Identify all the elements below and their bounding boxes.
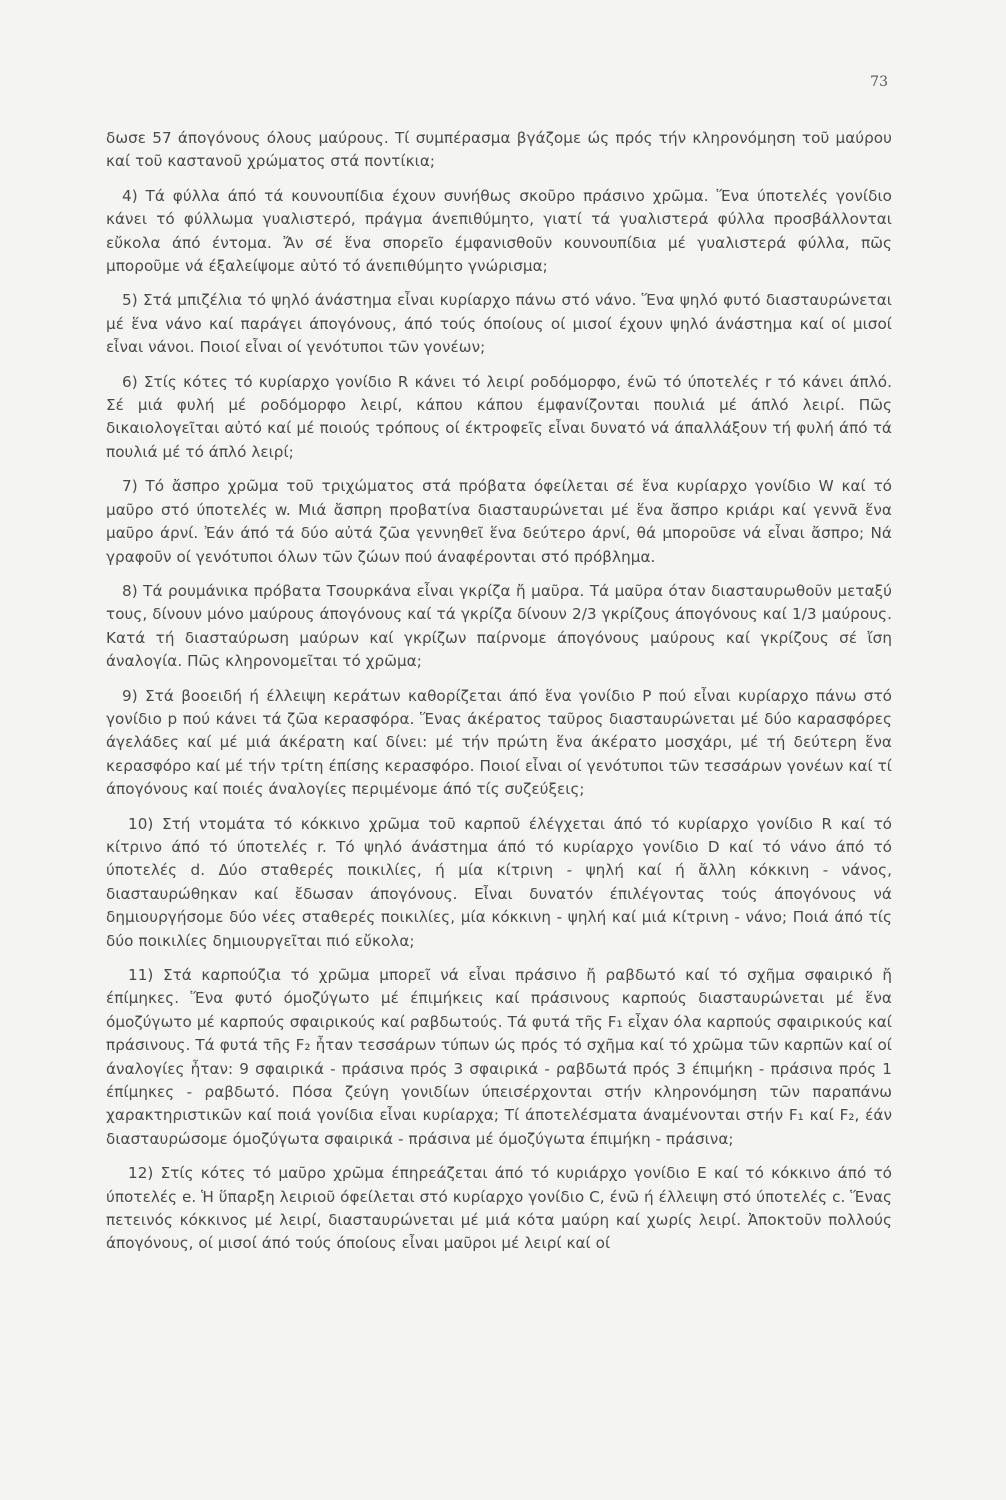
problem-8: 8) Τά ρουμάνικα πρόβατα Τσουρκάνα εἶναι γκρίζα ἤ μαῦρα. Τά μαῦρα όταν διασταυρωθοῦν μεταξύ τους, δίνουν μόνο μαύρους άπογόνους καί τά γκρίζα δίνουν 2/3 γκρίζους άπογόνους καί 1/3 μαύρους. Κατά τή διασταύρωση μαύρων καί γκρίζων παίρνομε άπογόνους μαύρους καί γκρίζους σέ ἴση άναλογία. Πῶς κληρονομεῖται τό χρῶμα; [106,581,892,671]
problem-7: 7) Τό ἄσπρο χρῶμα τοῦ τριχώματος στά πρόβατα όφείλεται σέ ἕνα κυρίαρχο γονίδιο W καί τό μαῦρο στό ύποτελές w. Μιά ἄσπρη προβατίνα διασταυρώνεται μέ ἕνα ἄσπρο κριάρι καί γεννᾶ ἕνα μαῦρο άρνί. Ἐάν άπό τά δύο αὐτά ζῶα γεννηθεῖ ἕνα δεύτερο άρνί, θά μποροῦσε νά εἶναι ἄσπρο; Νά γραφοῦν οί γενότυποι όλων τῶν ζώων πού άναφέρονται στό πρόβλημα. [106,477,892,566]
page-content [106,127,892,1267]
page-number: 73 [870,74,888,90]
problem-11: 11) Στά καρπούζια τό χρῶμα μπορεῖ νά εἶναι πράσινο ἤ ραβδωτό καί τό σχῆμα σφαιρικό ἤ έπίμηκες. Ἕνα φυτό όμοζύγωτο μέ έπιμήκεις καί πράσινους καρπούς διασταυρώνεται μέ ἕνα όμοζύγωτο μέ καρπούς σφαιρικούς καί ραβδωτούς. Τά φυτά τῆς F₁ εἶχαν όλα καρπούς σφαιρικούς καί πράσινους. Τά φυτά τῆς F₂ ἦταν τεσσάρων τύπων ώς πρός τό σχῆμα καί τό χρῶμα τῶν καρπῶν καί οί άναλογίες ἦταν: 9 σφαιρικά - πράσινα πρός 3 σφαιρικά - ραβδωτά πρός 3 έπιμήκη - πράσινα πρός 1 έπίμηκες - ραβδωτό. Πόσα ζεύγη γονιδίων ύπεισέρχονται στήν κληρονόμηση τῶν παραπάνω χαρακτηριστικῶν καί ποιά γονίδια εἶναι κυρίαρχα; Τί άποτελέσματα άναμένονται στήν F₁ καί F₂, έάν διασταυρώσομε όμοζύγωτα σφαιρικά - πράσινα μέ όμοζύγωτα έπιμήκη - πράσινα; [106,966,892,1148]
problem-12: 12) Στίς κότες τό μαῦρο χρῶμα έπηρεάζεται άπό τό κυριάρχο γονίδιο E καί τό κόκκινο άπό τό ύποτελές e. Ἡ ὕπαρξη λειριοῦ όφείλεται στό κυρίαρχο γονίδιο C, ένῶ ή έλλειψη στό ύποτελές c. Ἕνας πετεινός κόκκινος μέ λειρί, διασταυρώνεται μέ μιά κότα μαύρη καί χωρίς λειρί. Ἀποκτοῦν πολλούς άπογόνους, οί μισοί άπό τούς όποίους εἶναι μαῦροι μέ λειρί καί οί [106,1164,892,1253]
problem-5: 5) Στά μπιζέλια τό ψηλό άνάστημα εἶναι κυρίαρχο πάνω στό νάνο. Ἕνα ψηλό φυτό διασταυρώνεται μέ ἕνα νάνο καί παράγει άπογόνους, άπό τούς όποίους οί μισοί έχουν ψηλό άνάστημα καί οί μισοί εἶναι νάνοι. Ποιοί εἶναι οί γενότυποι τῶν γονέων; [106,291,892,357]
paragraph-continuation: δωσε 57 άπογόνους όλους μαύρους. Τί συμπέρασμα βγάζομε ώς πρός τήν κληρονόμηση τοῦ μαύρου καί τοῦ καστανοῦ χρώματος στά ποντίκια; [106,129,892,171]
problem-10: 10) Στή ντομάτα τό κόκκινο χρῶμα τοῦ καρποῦ έλέγχεται άπό τό κυρίαρχο γονίδιο R καί τό κίτρινο άπό τό ύποτελές r. Τό ψηλό άνάστημα άπό τό κυρίαρχο γονίδιο D καί τό νάνο άπό τό ύποτελές d. Δύο σταθερές ποικιλίες, ή μία κίτρινη - ψηλή καί ή ἄλλη κόκκινη - νάνος, διασταυρώθηκαν καί ἔδωσαν άπογόνους. Εἶναι δυνατόν έπιλέγοντας τούς άπογόνους νά δημιουργήσομε δύο νέες σταθερές ποικιλίες, μία κόκκινη - ψηλή καί μιά κίτρινη - νάνο; Ποιά άπό τίς δύο ποικιλίες δημιουργεῖται πιό εὔκολα; [106,814,892,950]
problem-9: 9) Στά βοοειδή ή έλλειψη κεράτων καθορίζεται άπό ἕνα γονίδιο P πού εἶναι κυρίαρχο πάνω στό γονίδιο p πού κάνει τά ζῶα κερασφόρα. Ἕνας άκέρατος ταῦρος διασταυρώνεται μέ δύο καρασφόρες άγελάδες καί μέ μιά άκέρατη καί δίνει: μέ τήν πρώτη ἕνα άκέρατο μοσχάρι, μέ τή δεύτερη ἕνα κερασφόρο καί μέ τήν τρίτη έπίσης κερασφόρο. Ποιοί εἶναι οί γενότυποι τῶν τεσσάρων γονέων καί τί άπογόνους καί ποιές άναλογίες περιμένομε άπό τίς συζεύξεις; [106,686,892,799]
problem-6: 6) Στίς κότες τό κυρίαρχο γονίδιο R κάνει τό λειρί ροδόμορφο, ένῶ τό ύποτελές r τό κάνει άπλό. Σέ μιά φυλή μέ ροδόμορφο λειρί, κάπου κάπου έμφανίζονται πουλιά μέ άπλό λειρί. Πῶς δικαιολογεῖται αὐτό καί μέ ποιούς τρόπους οί έκτροφεῖς εἶναι δυνατό νά άπαλλάξουν τή φυλή άπό τά πουλιά μέ τό άπλό λειρί; [106,372,892,461]
problem-4: 4) Τά φύλλα άπό τά κουνουπίδια έχουν συνήθως σκοῦρο πράσινο χρῶμα. Ἕνα ύποτελές γονίδιο κάνει τό φύλλωμα γυαλιστερό, πράγμα άνεπιθύμητο, γιατί τά γυαλιστερά φύλλα προσβάλλονται εὔκολα άπό έντομα. Ἄν σέ ἕνα σπορεῖο έμφανισθοῦν κουνουπίδια μέ γυαλιστερά φύλλα, πῶς μποροῦμε νά έξαλείψομε αὐτό τό άνεπιθύμητο γνώρισμα; [106,186,892,276]
